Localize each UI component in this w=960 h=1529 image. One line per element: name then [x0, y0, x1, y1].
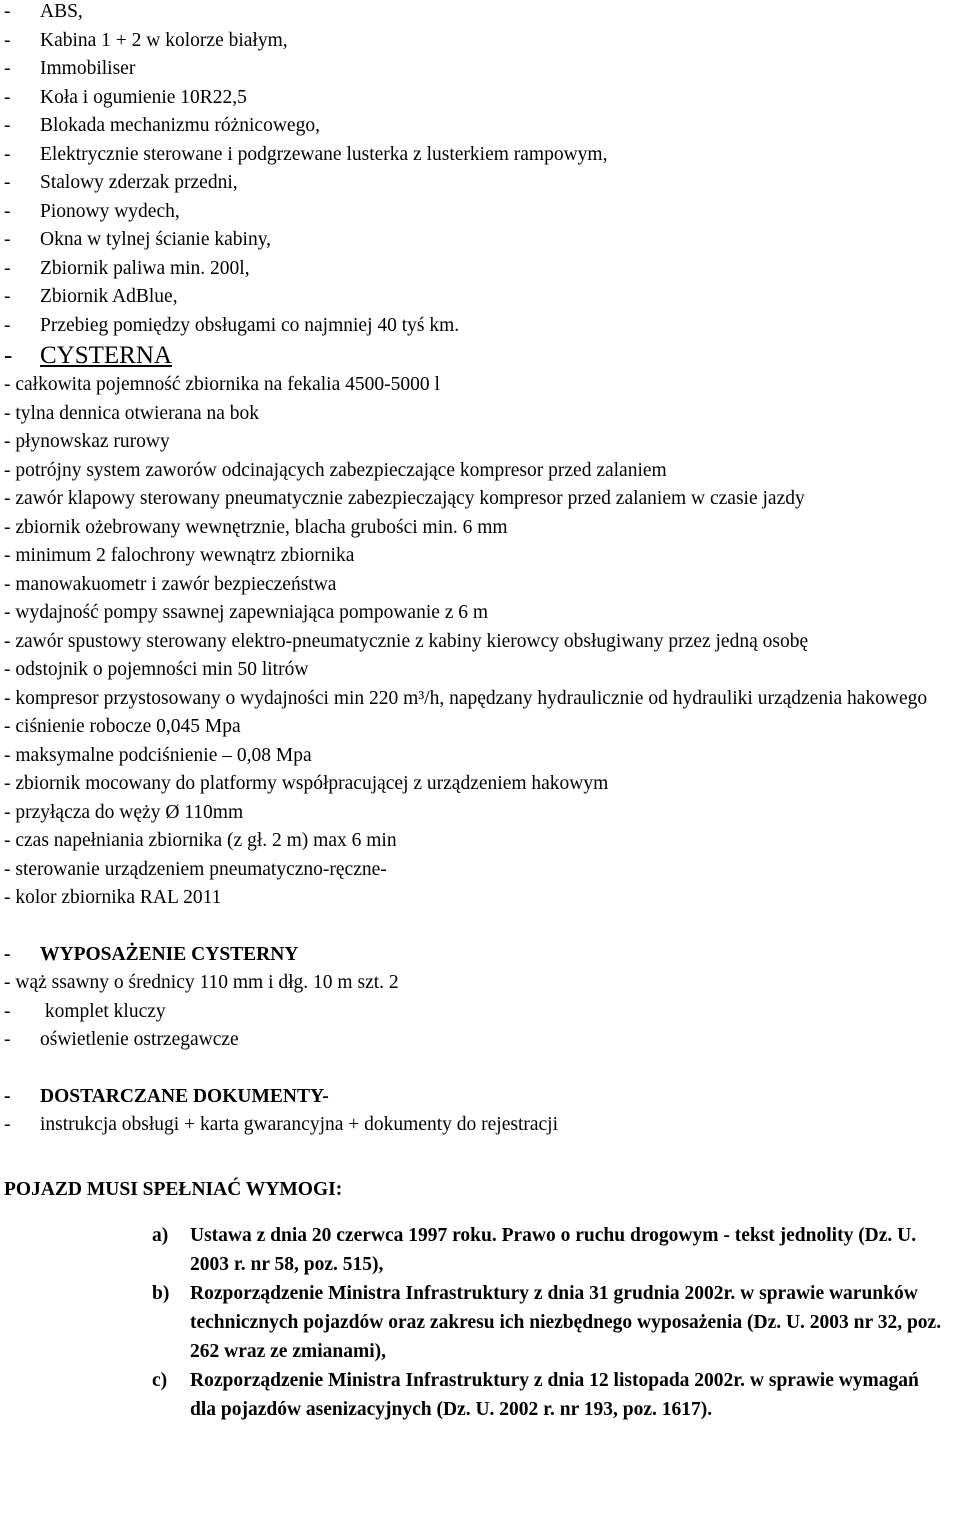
list-item: - płynowskaz rurowy [4, 431, 170, 452]
specification-text [4, 0, 954, 1424]
dokumenty-heading: - DOSTARCZANE DOKUMENTY- [4, 1085, 329, 1107]
list-item: - Koła i ogumienie 10R22,5 [4, 86, 247, 108]
wyposazenie-list [4, 969, 954, 1055]
list-item: - zawór spustowy sterowany elektro-pneumatycznie z kabiny kierowcy obsługiwany przez jedną osobę [4, 630, 809, 652]
list-item: - Zbiornik paliwa min. 200l, [4, 257, 250, 279]
list-item: - kolor zbiornika RAL 2011 [4, 887, 222, 908]
list-item: - ABS, [4, 1, 83, 22]
list-item: - zawór klapowy sterowany pneumatycznie zabezpieczający kompresor przed zalaniem w czasie jazdy [4, 488, 805, 509]
list-item: - zbiornik ożebrowany wewnętrznie, blacha grubości min. 6 mm [4, 516, 508, 538]
list-item: a) Ustawa z dnia 20 czerwca 1997 roku. Prawo o ruchu drogowym - tekst jednolity (Dz. U. 2003 r. nr 58, poz. 515), [152, 1225, 917, 1275]
dokumenty-list [4, 1111, 954, 1140]
list-item: - maksymalne podciśnienie – 0,08 Mpa [4, 744, 312, 766]
list-item: - instrukcja obsługi + karta gwarancyjna + dokumenty do rejestracji [4, 1114, 559, 1135]
list-item: - Pionowy wydech, [4, 200, 180, 222]
list-item: - zbiornik mocowany do platformy współpracującej z urządzeniem hakowym [4, 773, 609, 794]
list-item: - Elektrycznie sterowane i podgrzewane lusterka z lusterkiem rampowym, [4, 143, 608, 165]
list-item: - Blokada mechanizmu różnicowego, [4, 115, 320, 136]
wyposazenie-heading: - WYPOSAŻENIE CYSTERNY [4, 943, 299, 965]
list-item: - Kabina 1 + 2 w kolorze białym, [4, 29, 288, 51]
spacer [4, 1055, 954, 1083]
list-item: - Immobiliser [4, 58, 136, 79]
cysterna-list [4, 371, 954, 913]
cysterna-heading: - CYSTERNA [4, 342, 172, 369]
list-item: - Okna w tylnej ścianie kabiny, [4, 229, 272, 250]
list-item: - minimum 2 falochrony wewnątrz zbiornika [4, 545, 355, 566]
list-item: - całkowita pojemność zbiornika na fekalia 4500-5000 l [4, 374, 440, 395]
list-item: - kompresor przystosowany o wydajności min 220 m³/h, napędzany hydraulicznie od hydrauliki urządzenia hakowego [4, 687, 928, 709]
requirements-title: POJAZD MUSI SPEŁNIAĆ WYMOGI: [4, 1178, 343, 1200]
list-item: - wydajność pompy ssawnej zapewniająca pompowanie z 6 m [4, 602, 489, 623]
requirements-list [152, 1221, 942, 1424]
list-item: - manowakuometr i zawór bezpieczeństwa [4, 573, 337, 595]
spacer [4, 1140, 954, 1168]
list-item: - odstojnik o pojemności min 50 litrów [4, 659, 309, 680]
list-item: - komplet kluczy [4, 1000, 166, 1022]
spacer [4, 913, 954, 941]
list-item: c) Rozporządzenie Ministra Infrastruktury z dnia 12 listopada 2002r. w sprawie wymagań dla pojazdów asenizacyjnych (Dz. U. 2002 r. nr 193, poz. 1617). [152, 1370, 919, 1420]
list-item: - przyłącza do węży Ø 110mm [4, 801, 244, 823]
list-item: - Stalowy zderzak przedni, [4, 172, 238, 193]
list-item: - ciśnienie robocze 0,045 Mpa [4, 716, 241, 737]
list-item: - czas napełniania zbiornika (z gł. 2 m) max 6 min [4, 830, 397, 851]
list-item: - wąż ssawny o średnicy 110 mm i dłg. 10 m szt. 2 [4, 972, 399, 993]
list-item: - Przebieg pomiędzy obsługami co najmniej 40 tyś km. [4, 314, 460, 336]
list-item: b) Rozporządzenie Ministra Infrastruktury z dnia 31 grudnia 2002r. w sprawie warunków technicznych pojazdów oraz zakresu ich niezbędnego wyposażenia (Dz. U. 2003 nr 32, poz. 262 wraz ze zmianami), [152, 1283, 942, 1362]
list-item: - tylna dennica otwierana na bok [4, 402, 260, 424]
list-item: - Zbiornik AdBlue, [4, 286, 178, 307]
list-item: - sterowanie urządzeniem pneumatyczno-ręczne- [4, 858, 387, 880]
list-item: - oświetlenie ostrzegawcze [4, 1029, 239, 1050]
list-item: - potrójny system zaworów odcinających zabezpieczające kompresor przed zalaniem [4, 459, 667, 481]
features-list [4, 0, 954, 340]
